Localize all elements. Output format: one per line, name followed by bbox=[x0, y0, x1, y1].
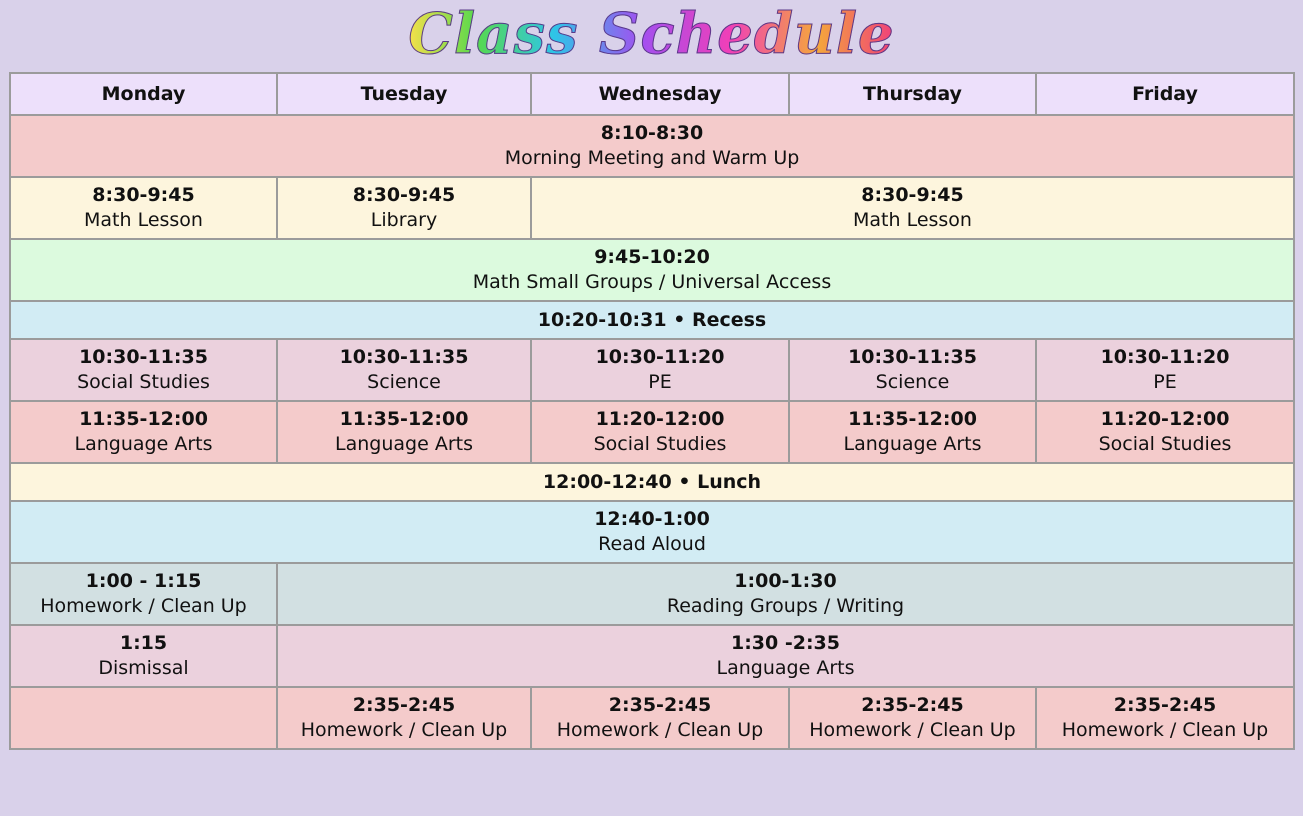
schedule-cell-empty bbox=[10, 687, 277, 749]
schedule-row bbox=[10, 401, 1294, 463]
schedule-cell bbox=[10, 339, 277, 401]
schedule-cell bbox=[10, 401, 277, 463]
schedule-cell bbox=[10, 463, 1294, 501]
cell-activity: PE bbox=[1153, 371, 1177, 393]
cell-activity: Homework / Clean Up bbox=[300, 719, 508, 741]
schedule-row bbox=[10, 301, 1294, 339]
schedule-cell bbox=[277, 339, 531, 401]
cell-time: 11:20-12:00 bbox=[1100, 408, 1230, 430]
cell-activity: Math Lesson bbox=[853, 209, 972, 231]
cell-time: 8:10-8:30 bbox=[600, 122, 704, 144]
cell-activity: Homework / Clean Up bbox=[1061, 719, 1269, 741]
cell-activity: Dismissal bbox=[98, 657, 189, 679]
day-header-wednesday: Wednesday bbox=[531, 73, 789, 115]
cell-activity: Social Studies bbox=[1098, 433, 1232, 455]
schedule-cell bbox=[531, 177, 1294, 239]
schedule-cell bbox=[789, 401, 1036, 463]
cell-time: 1:30 -2:35 bbox=[730, 632, 841, 654]
schedule-row bbox=[10, 239, 1294, 301]
schedule-cell bbox=[277, 563, 1294, 625]
cell-time: 11:35-12:00 bbox=[848, 408, 977, 430]
schedule-row bbox=[10, 625, 1294, 687]
cell-time: 1:15 bbox=[119, 632, 168, 654]
schedule-cell bbox=[531, 687, 789, 749]
schedule-row bbox=[10, 115, 1294, 177]
schedule-row bbox=[10, 339, 1294, 401]
schedule-cell bbox=[10, 239, 1294, 301]
cell-activity: Library bbox=[370, 209, 438, 231]
schedule-row bbox=[10, 177, 1294, 239]
cell-activity: Language Arts bbox=[716, 657, 855, 679]
cell-activity: Science bbox=[875, 371, 950, 393]
day-header-friday: Friday bbox=[1036, 73, 1294, 115]
schedule-cell bbox=[1036, 401, 1294, 463]
cell-activity: Social Studies bbox=[593, 433, 727, 455]
cell-time: 8:30-9:45 bbox=[861, 184, 964, 206]
cell-time: 2:35-2:45 bbox=[608, 694, 712, 716]
cell-time: 8:30-9:45 bbox=[92, 184, 195, 206]
cell-time: 10:30-11:20 bbox=[1100, 346, 1230, 368]
cell-time: 11:20-12:00 bbox=[595, 408, 725, 430]
schedule-cell bbox=[1036, 687, 1294, 749]
cell-activity: Language Arts bbox=[335, 433, 473, 455]
cell-time: 9:45-10:20 bbox=[594, 246, 710, 268]
cell-time: 12:40-1:00 bbox=[594, 508, 710, 530]
schedule-cell bbox=[789, 687, 1036, 749]
cell-time: 10:30-11:35 bbox=[79, 346, 208, 368]
schedule-cell bbox=[1036, 339, 1294, 401]
cell-activity: Reading Groups / Writing bbox=[666, 595, 905, 617]
cell-time: 2:35-2:45 bbox=[1113, 694, 1217, 716]
cell-activity: Homework / Clean Up bbox=[40, 595, 247, 617]
schedule-row bbox=[10, 563, 1294, 625]
day-header-monday: Monday bbox=[10, 73, 277, 115]
cell-time: 8:30-9:45 bbox=[352, 184, 456, 206]
schedule-row bbox=[10, 687, 1294, 749]
schedule-cell bbox=[789, 339, 1036, 401]
cell-activity: Read Aloud bbox=[598, 533, 706, 555]
schedule-cell bbox=[10, 501, 1294, 563]
cell-activity: Science bbox=[367, 371, 441, 393]
schedule-row bbox=[10, 463, 1294, 501]
schedule-cell bbox=[10, 115, 1294, 177]
cell-text: 10:20-10:31 • Recess bbox=[537, 308, 767, 331]
schedule-cell bbox=[277, 177, 531, 239]
cell-time: 2:35-2:45 bbox=[352, 694, 456, 716]
schedule-cell bbox=[10, 177, 277, 239]
schedule-table bbox=[9, 72, 1295, 750]
day-header-tuesday: Tuesday bbox=[277, 73, 531, 115]
cell-activity: Homework / Clean Up bbox=[809, 719, 1016, 741]
cell-time: 1:00 - 1:15 bbox=[85, 570, 202, 592]
schedule-cell bbox=[10, 301, 1294, 339]
cell-activity: Morning Meeting and Warm Up bbox=[504, 147, 800, 169]
cell-activity: Language Arts bbox=[843, 433, 982, 455]
schedule-cell bbox=[277, 625, 1294, 687]
schedule-cell bbox=[531, 339, 789, 401]
cell-activity: Social Studies bbox=[77, 371, 210, 393]
day-header-thursday: Thursday bbox=[789, 73, 1036, 115]
title-text: Class Schedule bbox=[408, 1, 895, 67]
cell-activity: Homework / Clean Up bbox=[556, 719, 764, 741]
cell-activity: Math Lesson bbox=[84, 209, 203, 231]
cell-time: 10:30-11:35 bbox=[339, 346, 469, 368]
schedule-cell bbox=[531, 401, 789, 463]
schedule-cell bbox=[277, 401, 531, 463]
page-title bbox=[0, 0, 1303, 72]
schedule-cell bbox=[277, 687, 531, 749]
cell-text: 12:00-12:40 • Lunch bbox=[542, 470, 762, 493]
cell-time: 1:00-1:30 bbox=[734, 570, 837, 592]
schedule-cell bbox=[10, 625, 277, 687]
cell-time: 10:30-11:35 bbox=[848, 346, 977, 368]
cell-time: 2:35-2:45 bbox=[861, 694, 964, 716]
cell-activity: Math Small Groups / Universal Access bbox=[472, 271, 832, 293]
cell-time: 10:30-11:20 bbox=[595, 346, 725, 368]
cell-activity: Language Arts bbox=[74, 433, 213, 455]
schedule-row bbox=[10, 501, 1294, 563]
schedule-cell bbox=[10, 563, 277, 625]
cell-time: 11:35-12:00 bbox=[339, 408, 469, 430]
header-row bbox=[10, 73, 1294, 115]
cell-time: 11:35-12:00 bbox=[79, 408, 208, 430]
cell-activity: PE bbox=[648, 371, 672, 393]
